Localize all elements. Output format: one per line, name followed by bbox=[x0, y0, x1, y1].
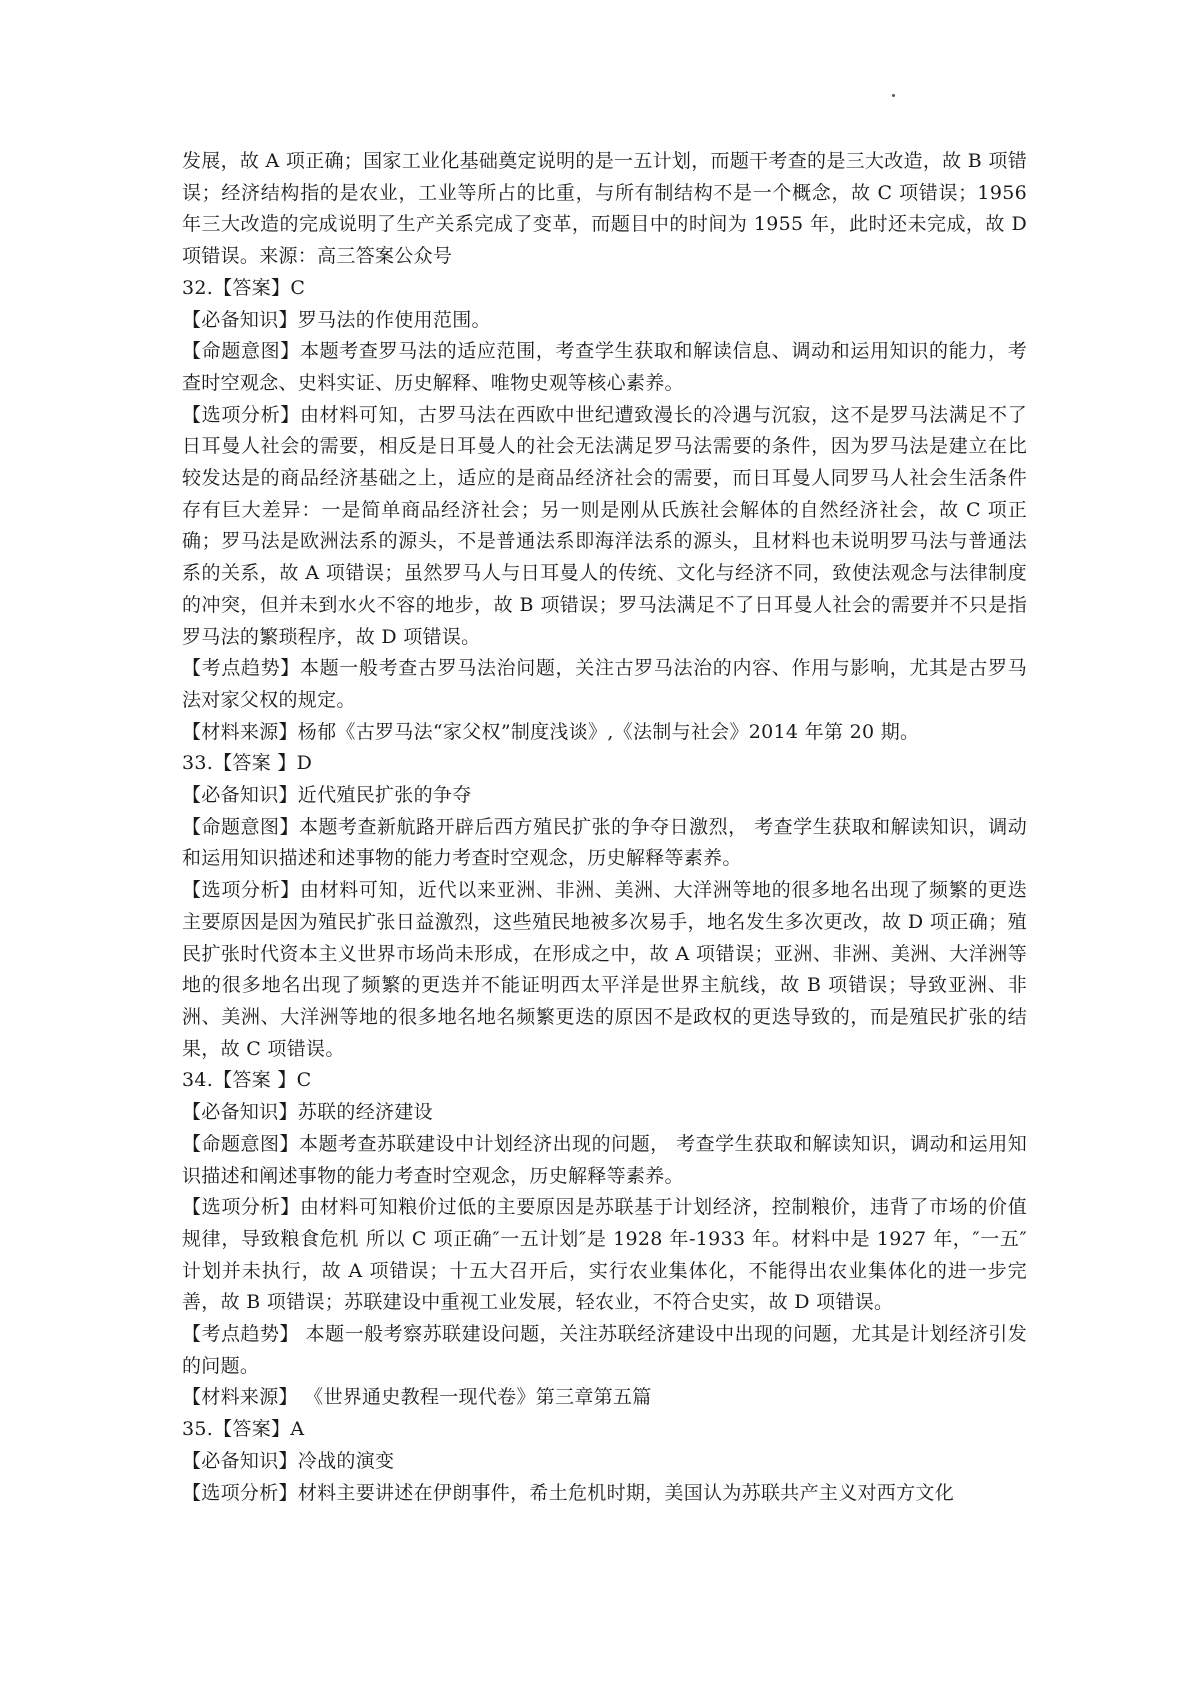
analysis-32: 【选项分析】由材料可知，古罗马法在西欧中世纪遭致漫长的冷遇与沉寂，这不是罗马法满足不了日耳曼人社会的需要，相反是日耳曼人的社会无法满足罗马法需要的条件，因为罗马法是建立在比较发达是的商品经济基础之上，适应的是商品经济社会的需要，而日耳曼人同罗马人社会生活条件存有巨大差异：一是简单商品经济社会；另一则是刚从氏族社会解体的自然经济社会，故 C 项正确；罗马法是欧洲法系的源头，不是普通法系即海洋法系的源头，且材料也未说明罗马法与普通法系的关系，故 A 项错误；虽然罗马人与日耳曼人的传统、文化与经济不同，致使法观念与法律制度的冲突，但并未到水火不容的地步，故 B 项错误；罗马法满足不了日耳曼人社会的需要并不只是指罗马法的繁琐程序，故 D 项错误。 bbox=[182, 403, 1027, 648]
page-marker-dot bbox=[892, 94, 895, 97]
answer-33: 33.【答案 】D bbox=[182, 752, 313, 775]
paragraph-31-analysis-continued: 发展，故 A 项正确；国家工业化基础奠定说明的是一五计划，而题干考查的是三大改造，故 B 项错误；经济结构指的是农业，工业等所占的比重，与所有制结构不是一个概念，故 C 项错误；1956 年三大改造的完成说明了生产关系完成了变革，而题目中的时间为 1955 年，此时还未完成，故 D 项错误。来源：高三答案公众号 bbox=[182, 150, 1027, 268]
intent-34: 【命题意图】本题考查苏联建设中计划经济出现的问题， 考查学生获取和解读知识，调动和运用知识描述和阐述事物的能力考查时空观念，历史解释等素养。 bbox=[182, 1132, 1027, 1187]
analysis-33: 【选项分析】由材料可知，近代以来亚洲、非洲、美洲、大洋洲等地的很多地名出现了频繁的更迭主要原因是因为殖民扩张日益激烈，这些殖民地被多次易手，地名发生多次更改，故 D 项正确；殖民扩张时代资本主义世界市场尚未形成，在形成之中，故 A 项错误；亚洲、非洲、美洲、大洋洲等地的很多地名出现了频繁的更迭并不能证明西太平洋是世界主航线，故 B 项错误；导致亚洲、非洲、美洲、大洋洲等地的很多地名地名频繁更迭的原因不是政权的更迭导致的，而是殖民扩张的结果，故 C 项错误。 bbox=[182, 879, 1027, 1060]
knowledge-32: 【必备知识】罗马法的作使用范围。 bbox=[182, 308, 491, 331]
analysis-34: 【选项分析】由材料可知粮价过低的主要原因是苏联基于计划经济，控制粮价，违背了市场的价值规律，导致粮食危机 所以 C 项正确″一五计划″是 1928 年-1933 年。材料中是 1927 年，″一五″计划并未执行，故 A 项错误；十五大召开后，实行农业集体化，不能得出农业集体化的进一步完善，故 B 项错误；苏联建设中重视工业发展，轻农业，不符合史实，故 D 项错误。 bbox=[182, 1196, 1027, 1314]
source-32: 【材料来源】杨郁《古罗马法“家父权”制度浅谈》,《法制与社会》2014 年第 20 期。 bbox=[182, 720, 920, 743]
answer-explanation-text bbox=[182, 146, 1027, 1509]
trend-32: 【考点趋势】本题一般考查古罗马法治问题，关注古罗马法治的内容、作用与影响，尤其是古罗马法对家父权的规定。 bbox=[182, 657, 1027, 711]
knowledge-33: 【必备知识】近代殖民扩张的争夺 bbox=[182, 784, 472, 807]
intent-32: 【命题意图】本题考查罗马法的适应范围，考查学生获取和解读信息、调动和运用知识的能力，考查时空观念、史料实证、历史解释、唯物史观等核心素养。 bbox=[182, 340, 1027, 394]
answer-32: 32.【答案】C bbox=[182, 276, 306, 299]
answer-34: 34.【答案 】C bbox=[182, 1069, 312, 1092]
intent-33: 【命题意图】本题考查新航路开辟后西方殖民扩张的争夺日激烈， 考查学生获取和解读知识，调动和运用知识描述和述事物的能力考查时空观念，历史解释等素养。 bbox=[182, 815, 1027, 870]
knowledge-35: 【必备知识】冷战的演变 bbox=[182, 1449, 395, 1472]
analysis-35: 【选项分析】材料主要讲述在伊朗事件，希土危机时期，美国认为苏联共产主义对西方文化 bbox=[182, 1481, 955, 1504]
source-34: 【材料来源】 《世界通史教程一现代卷》第三章第五篇 bbox=[182, 1386, 652, 1409]
trend-34: 【考点趋势】 本题一般考察苏联建设问题，关注苏联经济建设中出现的问题，尤其是计划经济引发的问题。 bbox=[182, 1323, 1027, 1377]
answer-35: 35.【答案】A bbox=[182, 1418, 305, 1441]
knowledge-34: 【必备知识】苏联的经济建设 bbox=[182, 1101, 433, 1124]
